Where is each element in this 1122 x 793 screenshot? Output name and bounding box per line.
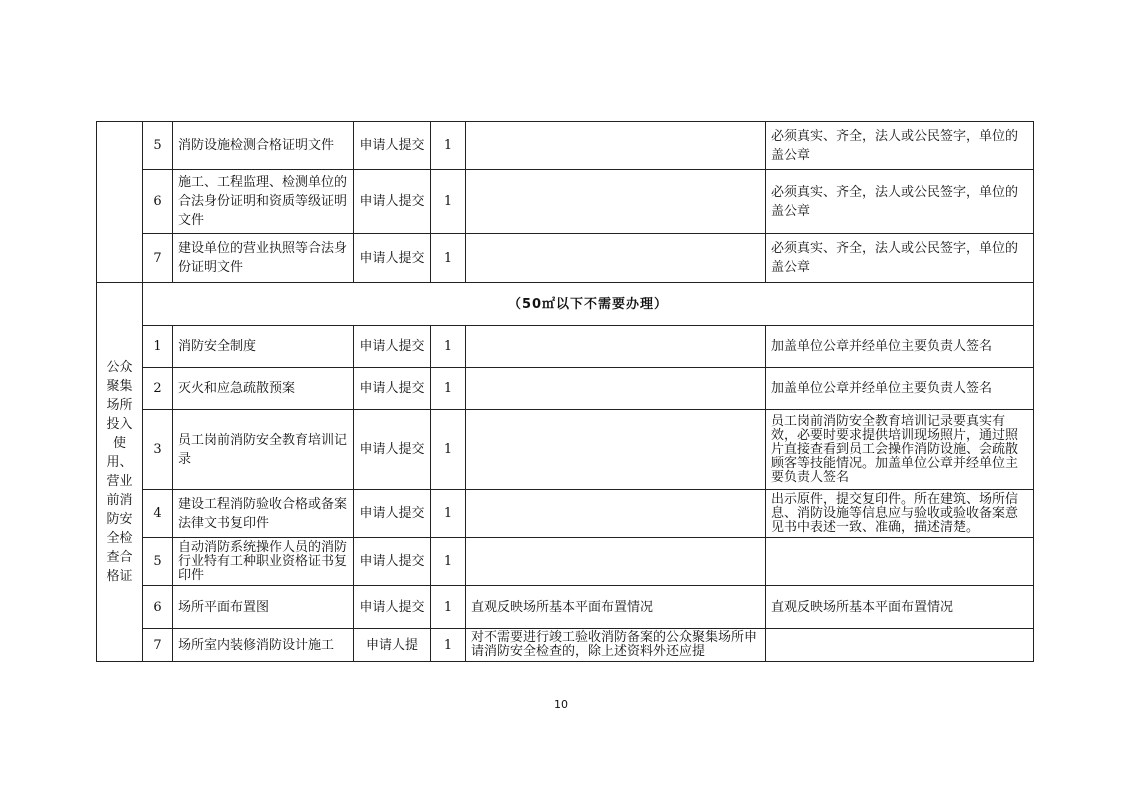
provider: 申请人提交	[354, 122, 431, 170]
basis	[466, 326, 766, 368]
category-cell: 公众聚集场所投入使用、营业前消防安全检查合格证	[97, 283, 143, 662]
basis	[466, 170, 766, 234]
copy-count: 1	[431, 170, 466, 234]
provider: 申请人提	[354, 629, 431, 662]
requirement-note: 直观反映场所基本平面布置情况	[766, 586, 1034, 629]
row-number: 5	[143, 538, 173, 586]
requirement-note: 加盖单位公章并经单位主要负责人签名	[766, 368, 1034, 410]
provider: 申请人提交	[354, 490, 431, 538]
requirement-note: 加盖单位公章并经单位主要负责人签名	[766, 326, 1034, 368]
material-name: 施工、工程监理、检测单位的合法身份证明和资质等级证明文件	[173, 170, 354, 234]
row-number: 6	[143, 170, 173, 234]
basis: 对不需要进行竣工验收消防备案的公众聚集场所申请消防安全检查的，除上述资料外还应提	[466, 629, 766, 662]
material-name: 建设单位的营业执照等合法身份证明文件	[173, 234, 354, 283]
provider: 申请人提交	[354, 326, 431, 368]
table-row	[97, 234, 1034, 283]
copy-count: 1	[431, 368, 466, 410]
material-name: 消防安全制度	[173, 326, 354, 368]
basis	[466, 490, 766, 538]
basis	[466, 410, 766, 490]
section-title: （50㎡以下不需要办理）	[143, 283, 1034, 326]
table-row	[97, 170, 1034, 234]
requirement-note: 必须真实、齐全，法人或公民签字，单位的盖公章	[766, 122, 1034, 170]
table-row	[97, 629, 1034, 662]
copy-count: 1	[431, 538, 466, 586]
material-name: 场所平面布置图	[173, 586, 354, 629]
materials-table	[96, 121, 1034, 662]
basis	[466, 368, 766, 410]
basis	[466, 122, 766, 170]
page-number: 10	[554, 698, 568, 711]
row-number: 3	[143, 410, 173, 490]
material-name: 灭火和应急疏散预案	[173, 368, 354, 410]
table-row	[97, 538, 1034, 586]
requirement-note: 必须真实、齐全，法人或公民签字，单位的盖公章	[766, 234, 1034, 283]
table-row	[97, 410, 1034, 490]
copy-count: 1	[431, 586, 466, 629]
requirement-note: 员工岗前消防安全教育培训记录要真实有效，必要时要求提供培训现场照片，通过照片直接查看到员工会操作消防设施、会疏散顾客等技能情况。加盖单位公章并经单位主要负责人签名	[766, 410, 1034, 490]
table-row	[97, 586, 1034, 629]
copy-count: 1	[431, 122, 466, 170]
material-name: 员工岗前消防安全教育培训记录	[173, 410, 354, 490]
copy-count: 1	[431, 410, 466, 490]
material-name: 建设工程消防验收合格或备案法律文书复印件	[173, 490, 354, 538]
section-title-row	[97, 283, 1034, 326]
row-number: 4	[143, 490, 173, 538]
provider: 申请人提交	[354, 410, 431, 490]
material-name: 消防设施检测合格证明文件	[173, 122, 354, 170]
provider: 申请人提交	[354, 586, 431, 629]
row-number: 6	[143, 586, 173, 629]
row-number: 5	[143, 122, 173, 170]
copy-count: 1	[431, 629, 466, 662]
material-name: 自动消防系统操作人员的消防行业特有工种职业资格证书复印件	[173, 538, 354, 586]
basis	[466, 234, 766, 283]
row-number: 2	[143, 368, 173, 410]
copy-count: 1	[431, 490, 466, 538]
table-row	[97, 368, 1034, 410]
row-number: 7	[143, 629, 173, 662]
requirement-note	[766, 629, 1034, 662]
requirement-note: 出示原件，提交复印件。所在建筑、场所信息、消防设施等信息应与验收或验收备案意见书中表述一致、准确，描述清楚。	[766, 490, 1034, 538]
table-row	[97, 122, 1034, 170]
table-row	[97, 326, 1034, 368]
provider: 申请人提交	[354, 368, 431, 410]
requirement-note: 必须真实、齐全，法人或公民签字，单位的盖公章	[766, 170, 1034, 234]
provider: 申请人提交	[354, 170, 431, 234]
basis: 直观反映场所基本平面布置情况	[466, 586, 766, 629]
table-row	[97, 490, 1034, 538]
basis	[466, 538, 766, 586]
row-number: 7	[143, 234, 173, 283]
provider: 申请人提交	[354, 234, 431, 283]
category-cell-previous	[97, 122, 143, 283]
copy-count: 1	[431, 326, 466, 368]
material-name: 场所室内装修消防设计施工	[173, 629, 354, 662]
row-number: 1	[143, 326, 173, 368]
copy-count: 1	[431, 234, 466, 283]
requirement-note	[766, 538, 1034, 586]
provider: 申请人提交	[354, 538, 431, 586]
